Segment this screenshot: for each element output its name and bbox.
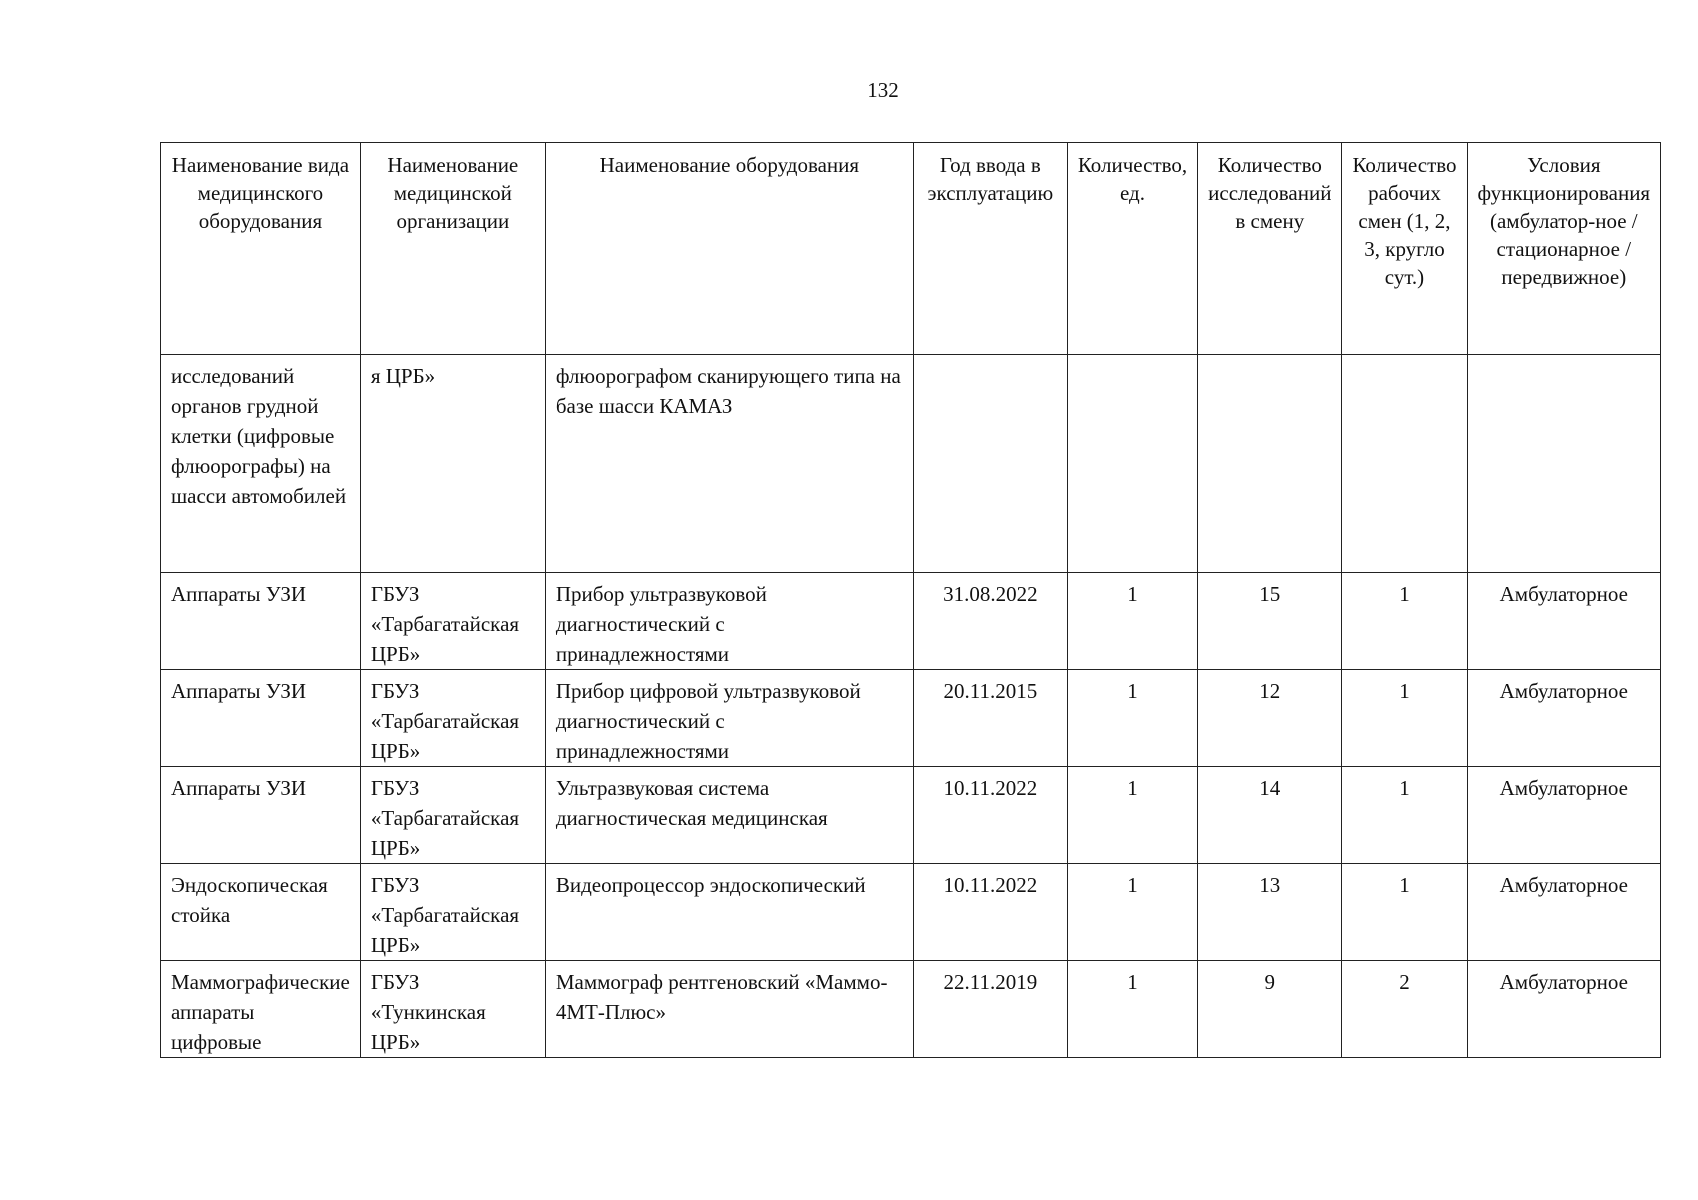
cell-studies: 15 <box>1198 573 1342 670</box>
header-count: Количество, ед. <box>1067 143 1197 355</box>
cell-count <box>1067 355 1197 573</box>
cell-year <box>913 355 1067 573</box>
cell-studies: 12 <box>1198 670 1342 767</box>
cell-equipment-name: Маммограф рентгеновский «Маммо- 4МТ-Плюс» <box>545 961 913 1058</box>
cell-count: 1 <box>1067 573 1197 670</box>
cell-conditions <box>1467 355 1661 573</box>
cell-year: 10.11.2022 <box>913 767 1067 864</box>
cell-conditions: Амбулаторное <box>1467 573 1661 670</box>
header-year: Год ввода в эксплуатацию <box>913 143 1067 355</box>
cell-organization: ГБУЗ «Тункинская ЦРБ» <box>360 961 545 1058</box>
table-row <box>161 355 1661 573</box>
cell-equipment-type: Эндоскопическая стойка <box>161 864 361 961</box>
cell-shifts: 2 <box>1342 961 1467 1058</box>
cell-studies: 9 <box>1198 961 1342 1058</box>
cell-organization: ГБУЗ «Тарбагатайская ЦРБ» <box>360 670 545 767</box>
cell-conditions: Амбулаторное <box>1467 767 1661 864</box>
cell-shifts: 1 <box>1342 670 1467 767</box>
cell-conditions: Амбулаторное <box>1467 670 1661 767</box>
cell-studies <box>1198 355 1342 573</box>
cell-year: 22.11.2019 <box>913 961 1067 1058</box>
header-studies-per-shift: Количество исследований в смену <box>1198 143 1342 355</box>
table-row <box>161 864 1661 961</box>
cell-equipment-type: Аппараты УЗИ <box>161 670 361 767</box>
cell-shifts: 1 <box>1342 864 1467 961</box>
header-equipment-name: Наименование оборудования <box>545 143 913 355</box>
cell-equipment-type: Аппараты УЗИ <box>161 573 361 670</box>
cell-equipment-name: Прибор ультразвуковой диагностический с принадлежностями <box>545 573 913 670</box>
cell-count: 1 <box>1067 864 1197 961</box>
cell-count: 1 <box>1067 767 1197 864</box>
cell-organization: ГБУЗ «Тарбагатайская ЦРБ» <box>360 767 545 864</box>
table-row <box>161 767 1661 864</box>
table-row <box>161 670 1661 767</box>
cell-count: 1 <box>1067 961 1197 1058</box>
cell-year: 31.08.2022 <box>913 573 1067 670</box>
cell-organization: ГБУЗ «Тарбагатайская ЦРБ» <box>360 573 545 670</box>
cell-equipment-name: Прибор цифровой ультразвуковой диагностический с принадлежностями <box>545 670 913 767</box>
header-conditions: Условия функционирования (амбулатор-ное / стационарное / передвижное) <box>1467 143 1661 355</box>
cell-organization: ГБУЗ «Тарбагатайская ЦРБ» <box>360 864 545 961</box>
cell-conditions: Амбулаторное <box>1467 961 1661 1058</box>
cell-equipment-type: исследований органов грудной клетки (цифровые флюорографы) на шасси автомобилей <box>161 355 361 573</box>
cell-equipment-name: Ультразвуковая система диагностическая медицинская <box>545 767 913 864</box>
cell-shifts: 1 <box>1342 767 1467 864</box>
equipment-table <box>160 142 1661 1058</box>
cell-equipment-name: Видеопроцессор эндоскопический <box>545 864 913 961</box>
cell-year: 20.11.2015 <box>913 670 1067 767</box>
header-equipment-type: Наименование вида медицинского оборудования <box>161 143 361 355</box>
table-row <box>161 573 1661 670</box>
cell-organization: я ЦРБ» <box>360 355 545 573</box>
cell-studies: 14 <box>1198 767 1342 864</box>
cell-year: 10.11.2022 <box>913 864 1067 961</box>
cell-equipment-type: Аппараты УЗИ <box>161 767 361 864</box>
header-shifts: Количество рабочих смен (1, 2, 3, кругло сут.) <box>1342 143 1467 355</box>
header-organization: Наименование медицинской организации <box>360 143 545 355</box>
cell-shifts: 1 <box>1342 573 1467 670</box>
table-row <box>161 961 1661 1058</box>
page-number: 132 <box>867 78 899 102</box>
cell-conditions: Амбулаторное <box>1467 864 1661 961</box>
header-row <box>161 143 1661 355</box>
cell-count: 1 <box>1067 670 1197 767</box>
cell-studies: 13 <box>1198 864 1342 961</box>
cell-equipment-type: Маммографические аппараты цифровые <box>161 961 361 1058</box>
cell-equipment-name: флюорографом сканирующего типа на базе шасси КАМАЗ <box>545 355 913 573</box>
cell-shifts <box>1342 355 1467 573</box>
